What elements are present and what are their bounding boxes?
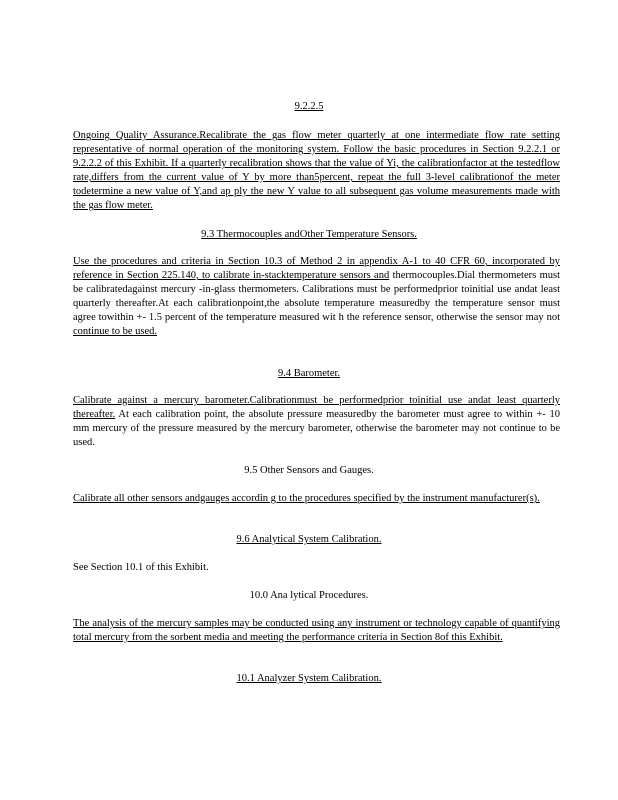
- paragraph-ongoing-quality-assurance: Ongoing Quality Assurance.Recalibrate the gas flow meter quarterly at one intermediate flow rate setting representative of normal operation of the monitoring system. Follow the basic procedures in Section 9.2.2.1 or 9.2.2.2 of this Exhibit. If a quarterly recalibration shows that the value of Yi, the calibrationfactor at the testedflow rate,differs from the current value of Y by more than5percent, repeat the full 3-level calibrationof the meter todetermine a new value of Y,and ap ply the new Y value to all subsequent gas volume measurements made with the gas flow meter.: [73, 130, 560, 211]
- paragraph-other-sensors: Calibrate all other sensors andgauges accordin g to the procedures specified by the instrument manufacturer(s).: [73, 493, 540, 504]
- section-heading-9-3: 9.3 Thermocouples andOther Temperature Sensors.: [201, 229, 417, 240]
- paragraph-analytical-procedures: The analysis of the mercury samples may be conducted using any instrument or technology capable of quantifying total mercury from the sorbent media and meeting the performance criteria in Section 8of this Exhibit.: [73, 618, 560, 643]
- paragraph-barometer: Calibrate against a mercury barometer.Calibrationmust be performedprior toinitial use andat least quarterly thereafter. At each calibration point, the absolute pressure measuredby the barometer must agree to within +- 10 mm mercury of the pressure measured by the mercury barometer, otherwise the barometer may not continue to be used.: [73, 395, 560, 448]
- paragraph-analytical-system: See Section 10.1 of this Exhibit.: [73, 562, 209, 573]
- section-heading-10-0: 10.0 Ana lytical Procedures.: [249, 590, 369, 601]
- paragraph-thermocouples: Use the procedures and criteria in Section 10.3 of Method 2 in appendix A-1 to 40 CFR 60, incorporated by reference in Section 225.140, to calibrate in-stacktemperature sensors and thermocouples.Dial thermometers must be calibratedagainst mercury -in-glass thermometers. Calibrations must be performedprior toinitial use andat least quarterly thereafter.At each calibrationpoint,the absolute temperature measuredby the temperature sensor must agree towithin +- 1.5 percent of the temperature measured wit h the reference sensor, otherwise the sensor may not continue to be used.: [73, 256, 560, 337]
- section-heading-9-4: 9.4 Barometer.: [277, 368, 341, 379]
- section-heading-9-5: 9.5 Other Sensors and Gauges.: [244, 465, 374, 476]
- section-heading-10-1: 10.1 Analyzer System Calibration.: [236, 673, 382, 684]
- section-heading-9-6: 9.6 Analytical System Calibration.: [236, 534, 382, 545]
- section-heading-9-2-2-5: 9.2.2.5: [294, 101, 324, 112]
